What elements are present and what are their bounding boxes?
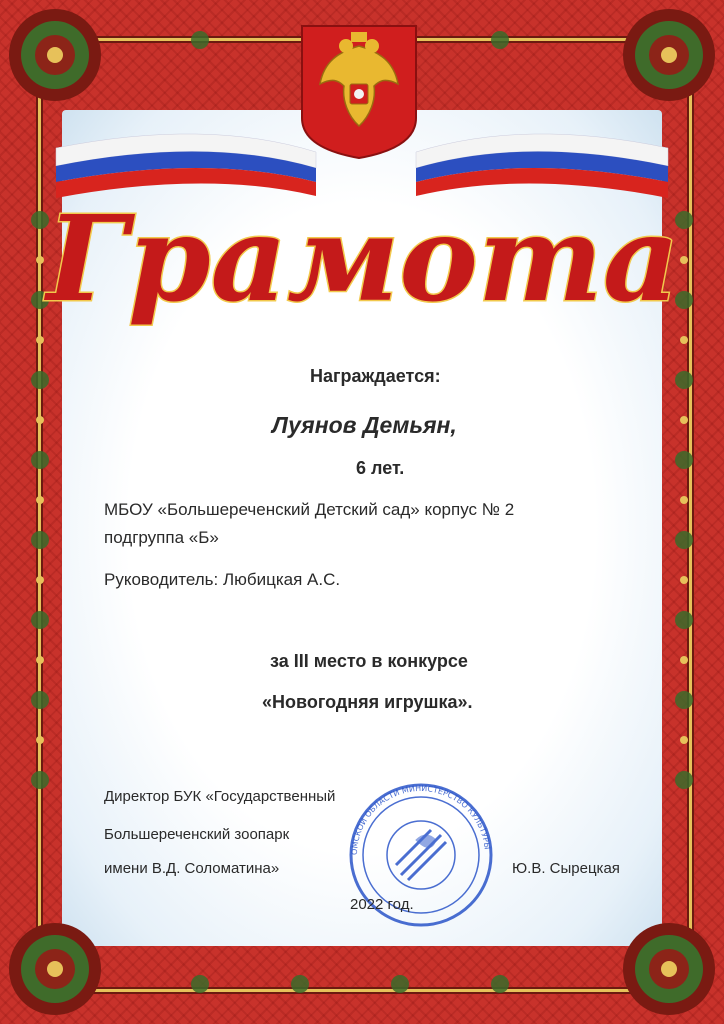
signatory-name: Ю.В. Сырецкая: [512, 860, 620, 877]
contest-name: «Новогодняя игрушка».: [262, 692, 473, 712]
year: 2022 год.: [350, 896, 414, 913]
corner-ornament-top-right: [604, 0, 724, 120]
coat-of-arms-emblem: [298, 22, 420, 160]
corner-ornament-bottom-left: [0, 904, 120, 1024]
director-line-1: Директор БУК «Государственный: [104, 788, 336, 805]
organization-line-2: подгруппа «Б»: [104, 528, 219, 547]
title-text: Грамота: [46, 189, 680, 328]
organization-line-1: МБОУ «Большереченский Детский сад» корпус № 2: [104, 500, 515, 519]
title-graphic: [46, 150, 680, 330]
award-place: за III место в конкурсе: [270, 651, 468, 671]
recipient-name: Луянов Демьян,: [272, 412, 457, 438]
director-line-2: Большереченский зоопарк: [104, 826, 290, 843]
corner-ornament-bottom-right: [604, 904, 724, 1024]
supervisor: Руководитель: Любицкая А.С.: [104, 570, 341, 589]
corner-ornament-top-left: [0, 0, 120, 120]
awarded-label: Награждается:: [310, 366, 441, 386]
seal-text: ОМСКОЙ ОБЛАСТИ МИНИСТЕРСТВО КУЛЬТУРЫ: [349, 783, 492, 856]
director-line-3: имени В.Д. Соломатина»: [104, 860, 280, 877]
recipient-age: 6 лет.: [356, 458, 405, 478]
